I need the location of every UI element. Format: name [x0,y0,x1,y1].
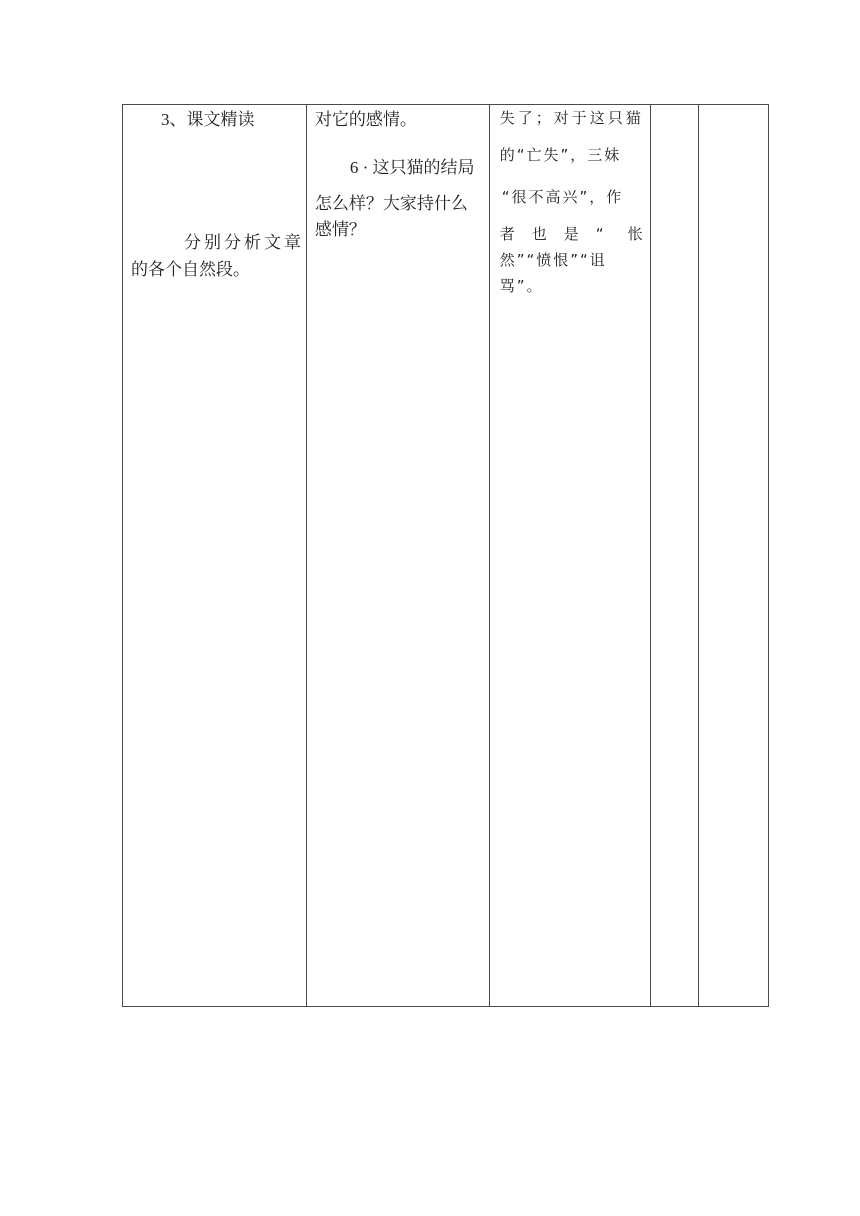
answer-char: 怅 [627,225,643,243]
answer-char: 者 [499,225,515,243]
answer-text-line-4 [500,224,660,244]
answer-text-line-3: “很不高兴”，作 [501,188,624,206]
table-row [123,105,769,1007]
step-heading: 3、课文精读 [161,110,255,129]
answer-cell [489,105,651,1007]
answer-text-line-5: 然”“愤恨”“诅 [499,251,607,269]
empty-cell-4 [651,105,698,1007]
question-text-line-3: 怎么样？大家持什么 [314,194,468,213]
lesson-plan-table [122,104,769,1007]
answer-char: 也 [531,225,547,243]
question-cell [306,105,489,1007]
teaching-step-cell [123,105,307,1007]
answer-text-line-1: 失了；对于这只猫 [499,109,644,127]
empty-cell-5 [698,105,768,1007]
question-text-line-4: 感情？ [314,220,366,239]
question-text-line-1: 对它的感情。 [314,110,417,129]
answer-text-line-6: 骂”。 [499,277,544,295]
answer-char: “ [595,225,604,243]
answer-text-line-2: 的“亡失”，三妹 [499,146,622,164]
step-description-line-2: 的各个自然段。 [131,260,250,279]
question-text-line-2: 6 · 这只猫的结局 [349,158,475,177]
answer-char: 是 [563,225,579,243]
step-description-line-1: 分别分析文章 [184,233,304,252]
